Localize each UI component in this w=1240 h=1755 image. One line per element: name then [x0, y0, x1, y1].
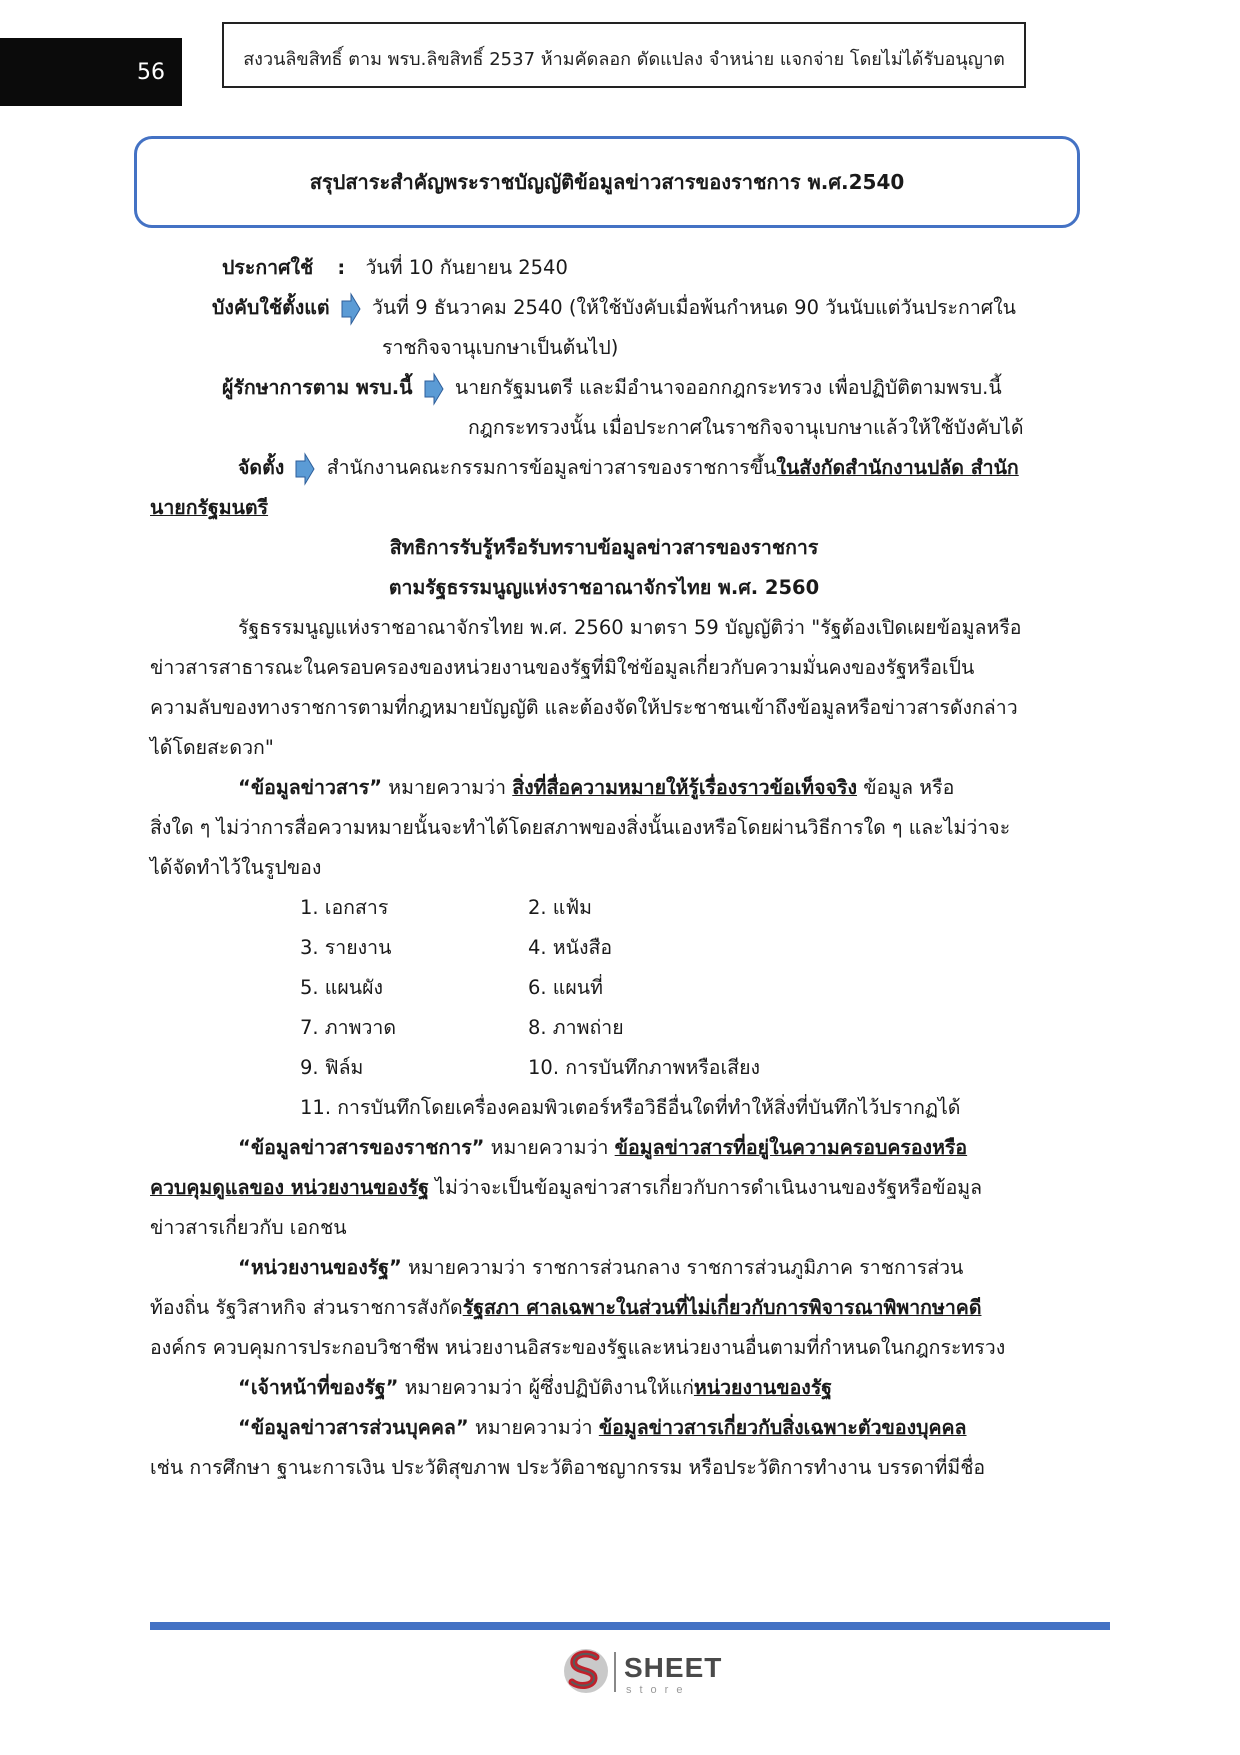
document-title: สรุปสาระสำคัญพระราชบัญญัติข้อมูลข่าวสารของราชการ พ.ศ.2540 [134, 136, 1080, 228]
list-item: 2. แฟ้ม [528, 896, 593, 919]
establish-underline: ในสังกัดสำนักงานปลัด สำนัก [776, 456, 1019, 479]
effective-row [212, 288, 1016, 328]
definition-underline: รัฐสภา ศาลเฉพาะในส่วนที่ไม่เกี่ยวกับการพิจารณาพิพากษาคดี [462, 1296, 982, 1319]
arrow-right-icon [423, 372, 445, 406]
list-item: 5. แผนผัง [300, 976, 384, 999]
keeper-row [222, 368, 1002, 408]
keeper-row-2: กฎกระทรวงนั้น เมื่อประกาศในราชกิจจานุเบกษาแล้วให้ใช้บังคับได้ [468, 416, 1024, 439]
list-item: 1. เอกสาร [300, 896, 389, 919]
paragraph-line: สิ่งใด ๆ ไม่ว่าการสื่อความหมายนั้นจะทำได้โดยสภาพของสิ่งนั้นเองหรือโดยผ่านวิธีการใด ๆ และไม่ว่าจะ [150, 816, 1011, 839]
definition-rest: ท้องถิ่น รัฐวิสาหกิจ ส่วนราชการสังกัด [150, 1296, 463, 1319]
logo-text: SHEET [624, 1652, 723, 1683]
definition-rest: หมายความว่า ราชการส่วนกลาง ราชการส่วนภูมิภาค ราชการส่วน [401, 1256, 964, 1279]
definition-term: “หน่วยงานของรัฐ” [238, 1256, 402, 1279]
definition-underline: ข้อมูลข่าวสารที่อยู่ในความครอบครองหรือ [614, 1136, 968, 1159]
definition-info [238, 768, 954, 808]
announce-colon: : [337, 256, 346, 279]
keeper-value: นายกรัฐมนตรี และมีอำนาจออกกฎกระทรวง เพื่อปฏิบัติตามพรบ.นี้ [454, 376, 1002, 399]
definition-rest: ข้อมูล หรือ [857, 776, 955, 799]
definition-term: “ข้อมูลข่าวสารของราชการ” [238, 1136, 485, 1159]
list-item: 8. ภาพถ่าย [528, 1016, 624, 1039]
copyright-notice: สงวนลิขสิทธิ์ ตาม พรบ.ลิขสิทธิ์ 2537 ห้ามคัดลอก ดัดแปลง จำหน่าย แจกจ่าย โดยไม่ได้รับอนุญาต [222, 22, 1026, 88]
definition-term: “ข้อมูลข่าวสาร” [238, 776, 383, 799]
list-item: 6. แผนที่ [528, 976, 603, 999]
establish-label: จัดตั้ง [238, 456, 285, 479]
list-item: 10. การบันทึกภาพหรือเสียง [528, 1056, 761, 1079]
effective-value: วันที่ 9 ธันวาคม 2540 (ให้ใช้บังคับเมื่อพ้นกำหนด 90 วันนับแต่วันประกาศใน [371, 296, 1016, 319]
page-number: 56 [0, 38, 182, 106]
definition-means: หมายความว่า [468, 1416, 599, 1439]
paragraph-line: เช่น การศึกษา ฐานะการเงิน ประวัติสุขภาพ ประวัติอาชญากรรม หรือประวัติการทำงาน บรรดาที่มีชื่อ [150, 1456, 986, 1479]
paragraph-line: องค์กร ควบคุมการประกอบวิชาชีพ หน่วยงานอิสระของรัฐและหน่วยงานอื่นตามที่กำหนดในกฎกระทรวง [150, 1336, 1006, 1359]
paragraph-line [150, 1288, 981, 1328]
arrow-right-icon [340, 292, 362, 326]
section-heading-2: ตามรัฐธรรมนูญแห่งราชอาณาจักรไทย พ.ศ. 2560 [388, 576, 820, 599]
establish-value: สำนักงานคณะกรรมการข้อมูลข่าวสารของราชการขึ้น [326, 456, 777, 479]
keeper-label: ผู้รักษาการตาม พรบ.นี้ [222, 376, 413, 399]
effective-row-2: ราชกิจจานุเบกษาเป็นต้นไป) [382, 336, 619, 359]
definition-personal [238, 1408, 967, 1448]
definition-term: “เจ้าหน้าที่ของรัฐ” [238, 1376, 399, 1399]
section-heading-1: สิทธิการรับรู้หรือรับทราบข้อมูลข่าวสารของราชการ [389, 536, 819, 559]
definition-agency [238, 1248, 963, 1288]
arrow-right-icon [294, 452, 316, 486]
definition-official [238, 1368, 832, 1408]
establish-row-2: นายกรัฐมนตรี [150, 496, 269, 519]
footer-rule [150, 1622, 1110, 1630]
announce-row [222, 248, 568, 288]
definition-means: หมายความว่า [382, 776, 513, 799]
list-item: 3. รายงาน [300, 936, 392, 959]
list-item: 4. หนังสือ [528, 936, 613, 959]
paragraph-line: ความลับของทางราชการตามที่กฎหมายบัญญัติ และต้องจัดให้ประชาชนเข้าถึงข้อมูลหรือข่าวสารดังกล่าว [150, 696, 1018, 719]
announce-value: วันที่ 10 กันยายน 2540 [365, 256, 568, 279]
definition-underline: ข้อมูลข่าวสารเกี่ยวกับสิ่งเฉพาะตัวของบุคคล [598, 1416, 967, 1439]
establish-row [238, 448, 1019, 488]
definition-rest: ไม่ว่าจะเป็นข้อมูลข่าวสารเกี่ยวกับการดำเนินงานของรัฐหรือข้อมูล [428, 1176, 983, 1199]
definition-underline: หน่วยงานของรัฐ [693, 1376, 833, 1399]
definition-underline: สิ่งที่สื่อความหมายให้รู้เรื่องราวข้อเท็จจริง [512, 776, 858, 799]
list-item: 9. ฟิล์ม [300, 1056, 364, 1079]
paragraph-line: ข่าวสารเกี่ยวกับ เอกชน [150, 1216, 347, 1239]
paragraph-line: รัฐธรรมนูญแห่งราชอาณาจักรไทย พ.ศ. 2560 มาตรา 59 บัญญัติว่า "รัฐต้องเปิดเผยข้อมูลหรือ [238, 616, 1022, 639]
definition-gov-info [238, 1128, 967, 1168]
list-item: 7. ภาพวาด [300, 1016, 397, 1039]
effective-label: บังคับใช้ตั้งแต่ [212, 296, 330, 319]
announce-label: ประกาศใช้ [222, 256, 314, 279]
paragraph-line: ได้โดยสะดวก" [150, 736, 274, 759]
list-item: 11. การบันทึกโดยเครื่องคอมพิวเตอร์หรือวิธีอื่นใดที่ทำให้สิ่งที่บันทึกไว้ปรากฏได้ [300, 1096, 961, 1119]
definition-term: “ข้อมูลข่าวสารส่วนบุคคล” [238, 1416, 469, 1439]
paragraph-line: ได้จัดทำไว้ในรูปของ [150, 856, 322, 879]
definition-rest: หมายความว่า ผู้ซึ่งปฏิบัติงานให้แก่ [398, 1376, 694, 1399]
paragraph-line [150, 1168, 982, 1208]
sheet-store-logo-icon [558, 1645, 618, 1697]
definition-means: หมายความว่า [484, 1136, 615, 1159]
definition-underline: ควบคุมดูแลของ หน่วยงานของรัฐ [150, 1176, 429, 1199]
logo-separator [614, 1652, 616, 1692]
logo-subtext: store [626, 1684, 691, 1696]
paragraph-line: ข่าวสารสาธารณะในครอบครองของหน่วยงานของรัฐที่มิใช่ข้อมูลเกี่ยวกับความมั่นคงของรัฐหรือเป็น [150, 656, 975, 679]
